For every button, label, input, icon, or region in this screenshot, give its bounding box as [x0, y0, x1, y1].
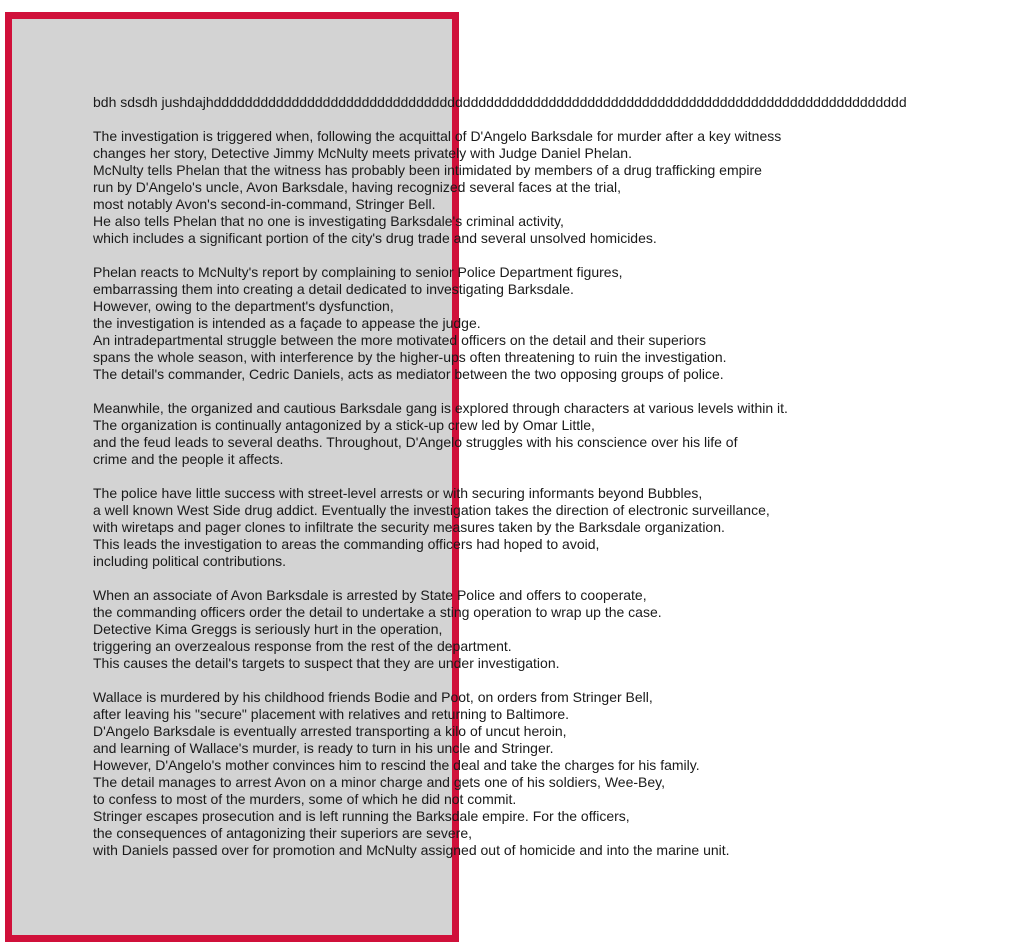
paragraph	[93, 587, 1023, 672]
text-line: triggering an overzealous response from the rest of the department.	[93, 638, 512, 654]
text-line: The detail manages to arrest Avon on a minor charge and gets one of his soldiers, Wee-Bey,	[93, 774, 665, 790]
text-line: The police have little success with street-level arrests or with securing informants beyond Bubbles,	[93, 485, 703, 501]
text-line: D'Angelo Barksdale is eventually arrested transporting a kilo of uncut heroin,	[93, 723, 567, 739]
paragraph	[93, 400, 1023, 468]
text-line: The investigation is triggered when, following the acquittal of D'Angelo Barksdale for murder after a key witness	[93, 128, 782, 144]
text-line: and learning of Wallace's murder, is ready to turn in his uncle and Stringer.	[93, 740, 554, 756]
text-line: a well known West Side drug addict. Eventually the investigation takes the direction of electronic surveillance,	[93, 502, 770, 518]
text-line: crime and the people it affects.	[93, 451, 284, 467]
text-line: changes her story, Detective Jimmy McNulty meets privately with Judge Daniel Phelan.	[93, 145, 632, 161]
text-line: after leaving his "secure" placement with relatives and returning to Baltimore.	[93, 706, 570, 722]
text-line: McNulty tells Phelan that the witness has probably been intimidated by members of a drug trafficking empire	[93, 162, 762, 178]
text-line: the consequences of antagonizing their superiors are severe,	[93, 825, 473, 841]
paragraph	[93, 128, 1023, 247]
text-line: the investigation is intended as a façade to appease the judge.	[93, 315, 481, 331]
text-line: This causes the detail's targets to suspect that they are under investigation.	[93, 655, 560, 671]
heading-line: bdh sdsdh jushdajhddddddddddddddddddddddddddddddddddddddddddddddddddddddddddddddddddddddddddddddddddddddddd	[93, 94, 907, 110]
heading-paragraph	[93, 94, 1023, 111]
paragraph	[93, 689, 1023, 859]
paragraph	[93, 485, 1023, 570]
text-line: This leads the investigation to areas the commanding officers had hoped to avoid,	[93, 536, 600, 552]
text-line: Phelan reacts to McNulty's report by complaining to senior Police Department figures,	[93, 264, 623, 280]
text-line: However, D'Angelo's mother convinces him to rescind the deal and take the charges for his family.	[93, 757, 700, 773]
text-line: The detail's commander, Cedric Daniels, acts as mediator between the two opposing groups of police.	[93, 366, 724, 382]
text-line: and the feud leads to several deaths. Throughout, D'Angelo struggles with his conscience over his life of	[93, 434, 738, 450]
text-line: to confess to most of the murders, some of which he did not commit.	[93, 791, 517, 807]
text-line: most notably Avon's second-in-command, Stringer Bell.	[93, 196, 436, 212]
text-line: embarrassing them into creating a detail dedicated to investigating Barksdale.	[93, 281, 574, 297]
text-line: Meanwhile, the organized and cautious Barksdale gang is explored through characters at various levels within it.	[93, 400, 788, 416]
text-line: the commanding officers order the detail to undertake a sting operation to wrap up the case.	[93, 604, 662, 620]
text-line: with Daniels passed over for promotion and McNulty assigned out of homicide and into the marine unit.	[93, 842, 730, 858]
text-line: Detective Kima Greggs is seriously hurt in the operation,	[93, 621, 443, 637]
text-line: run by D'Angelo's uncle, Avon Barksdale, having recognized several faces at the trial,	[93, 179, 622, 195]
text-line: He also tells Phelan that no one is investigating Barksdale's criminal activity,	[93, 213, 564, 229]
text-line: When an associate of Avon Barksdale is arrested by State Police and offers to cooperate,	[93, 587, 647, 603]
text-line: An intradepartmental struggle between the more motivated officers on the detail and their superiors	[93, 332, 706, 348]
text-line: with wiretaps and pager clones to infiltrate the security measures taken by the Barksdale organization.	[93, 519, 725, 535]
text-line: spans the whole season, with interference by the higher-ups often threatening to ruin the investigation.	[93, 349, 727, 365]
document-body	[93, 94, 1023, 876]
paragraph	[93, 264, 1023, 383]
text-line: However, owing to the department's dysfunction,	[93, 298, 394, 314]
paragraph-list	[93, 128, 1023, 859]
text-line: Wallace is murdered by his childhood friends Bodie and Poot, on orders from Stringer Bell,	[93, 689, 653, 705]
text-line: Stringer escapes prosecution and is left running the Barksdale empire. For the officers,	[93, 808, 630, 824]
text-line: including political contributions.	[93, 553, 286, 569]
text-line: which includes a significant portion of the city's drug trade and several unsolved homicides.	[93, 230, 657, 246]
text-line: The organization is continually antagonized by a stick-up crew led by Omar Little,	[93, 417, 595, 433]
